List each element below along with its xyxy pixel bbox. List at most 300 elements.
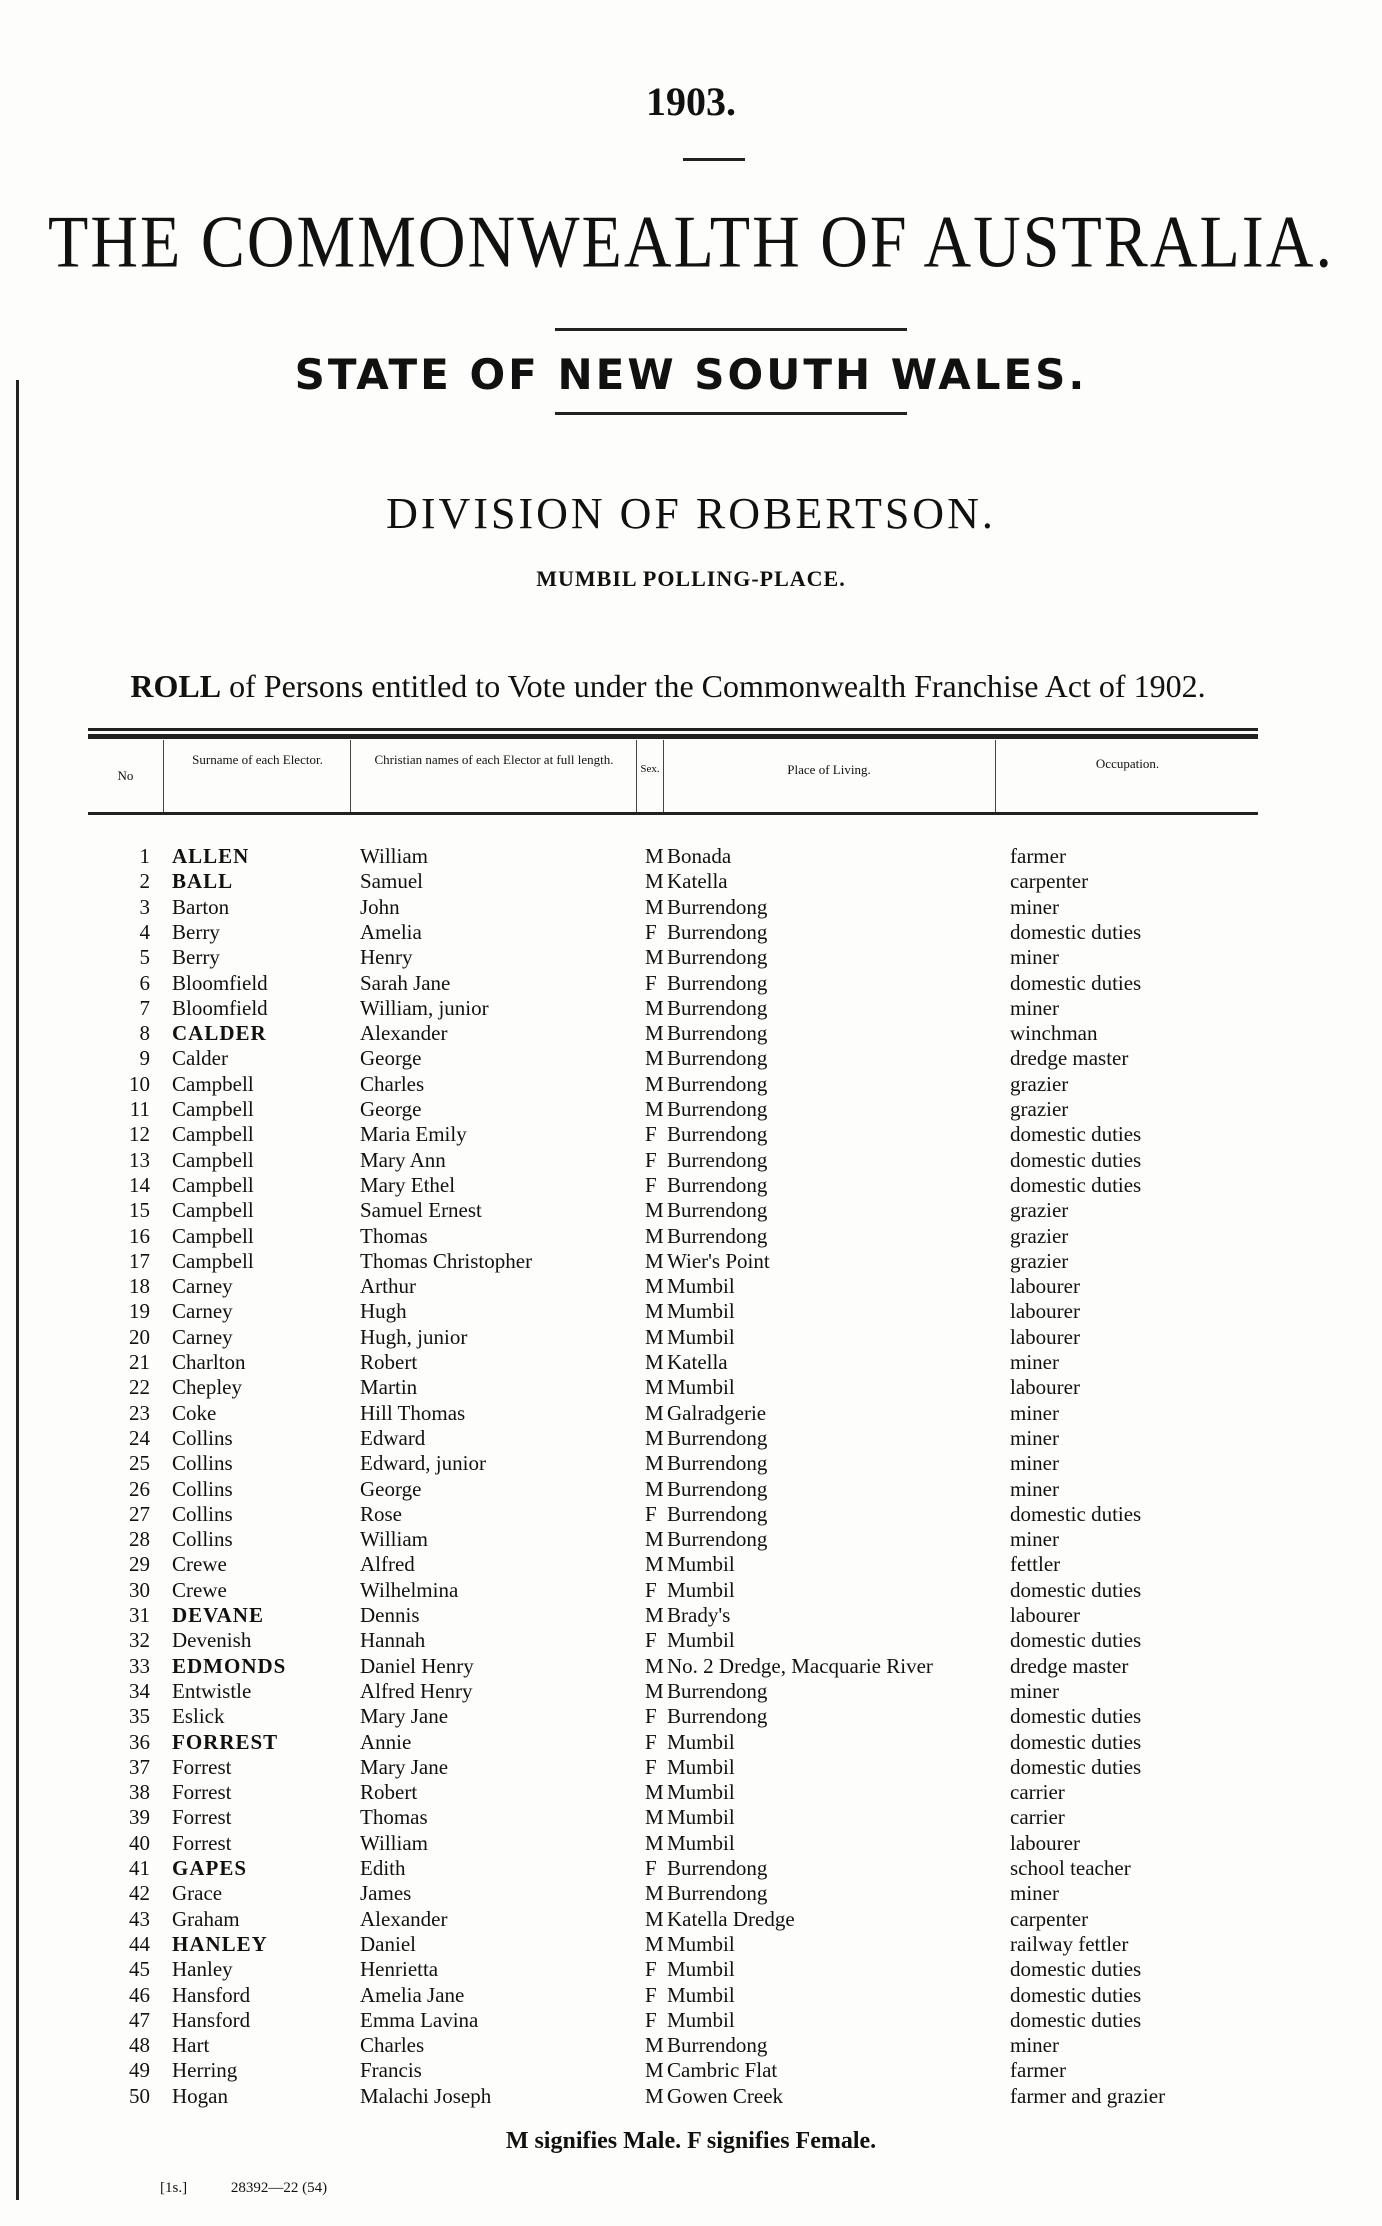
row-surname: Campbell <box>172 1071 254 1096</box>
table-row <box>0 1654 1382 1679</box>
row-surname: Forrest <box>172 1830 232 1855</box>
row-occupation: farmer <box>1010 2058 1066 2083</box>
row-place: Mumbil <box>667 1830 735 1855</box>
table-row <box>0 2033 1382 2058</box>
row-occupation: domestic duties <box>1010 1982 1142 2007</box>
row-occupation: school teacher <box>1010 1856 1131 1880</box>
row-place: Burrendong <box>667 1223 768 1248</box>
row-place: Burrendong <box>667 1425 768 1450</box>
row-number: 2 <box>139 869 150 894</box>
table-row <box>0 945 1382 970</box>
row-occupation: domestic duties <box>1010 1147 1142 1172</box>
row-sex: M <box>645 995 664 1020</box>
row-surname: Bloomfield <box>172 970 268 995</box>
row-surname: Collins <box>172 1476 233 1501</box>
row-occupation: grazier <box>1010 1071 1069 1096</box>
row-surname: GAPES <box>172 1856 248 1880</box>
row-occupation: domestic duties <box>1010 1122 1142 1147</box>
row-place: Burrendong <box>667 1097 768 1121</box>
row-surname: Forrest <box>172 1805 232 1830</box>
row-occupation: miner <box>1010 1527 1059 1552</box>
table-row <box>0 1603 1382 1628</box>
row-sex: F <box>645 1754 657 1779</box>
row-sex: M <box>645 869 664 894</box>
row-surname: Hart <box>172 2033 210 2058</box>
table-row <box>0 1552 1382 1577</box>
row-christian-names: Robert <box>360 1780 418 1805</box>
row-sex: F <box>645 1856 657 1880</box>
table-row <box>0 1805 1382 1830</box>
table-row <box>0 1274 1382 1299</box>
row-christian-names: Malachi Joseph <box>360 2083 492 2108</box>
roll-title <box>88 668 1248 705</box>
row-sex: M <box>645 1881 664 1906</box>
row-sex: F <box>645 1122 657 1147</box>
row-sex: M <box>645 2058 664 2083</box>
row-christian-names: Wilhelmina <box>360 1577 459 1602</box>
row-surname: Campbell <box>172 1198 254 1223</box>
row-number: 6 <box>139 970 150 995</box>
row-place: Mumbil <box>667 2007 735 2032</box>
row-christian-names: Samuel <box>360 869 423 894</box>
polling-place-heading: MUMBIL POLLING-PLACE. <box>536 566 846 591</box>
table-row <box>0 1249 1382 1274</box>
table-row <box>0 996 1382 1021</box>
row-place: Burrendong <box>667 1198 768 1223</box>
row-christian-names: Edith <box>360 1856 406 1880</box>
row-surname: Collins <box>172 1501 233 1526</box>
row-sex: M <box>645 1805 664 1830</box>
row-occupation: miner <box>1010 1425 1059 1450</box>
row-occupation: miner <box>1010 894 1059 919</box>
division-heading: DIVISION OF ROBERTSON. <box>386 489 996 538</box>
row-number: 45 <box>129 1957 150 1982</box>
row-sex: M <box>645 1603 664 1627</box>
row-sex: M <box>645 1678 664 1703</box>
row-surname: Coke <box>172 1400 217 1425</box>
table-row <box>0 1401 1382 1426</box>
row-number: 25 <box>129 1451 150 1476</box>
table-row <box>0 1173 1382 1198</box>
row-surname: BALL <box>172 869 234 894</box>
row-sex: M <box>645 2083 664 2108</box>
header-no: No <box>117 768 134 783</box>
row-number: 4 <box>139 919 150 944</box>
row-place: Katella Dredge <box>667 1906 795 1931</box>
table-row <box>0 1932 1382 1957</box>
table-row <box>0 1072 1382 1097</box>
row-sex: F <box>645 1982 657 2007</box>
row-surname: Calder <box>172 1046 228 1071</box>
row-christian-names: Francis <box>360 2058 422 2083</box>
row-sex: M <box>645 1780 664 1805</box>
row-surname: Campbell <box>172 1248 254 1273</box>
row-number: 30 <box>129 1577 150 1602</box>
row-sex: M <box>645 1324 664 1349</box>
row-number: 44 <box>129 1931 150 1956</box>
row-place: Mumbil <box>667 1324 735 1349</box>
table-row <box>0 844 1382 869</box>
row-sex: M <box>645 1653 664 1678</box>
row-christian-names: Rose <box>360 1501 402 1526</box>
row-sex: M <box>645 1931 664 1956</box>
column-separator <box>995 740 996 812</box>
row-occupation: grazier <box>1010 1198 1069 1223</box>
row-number: 40 <box>129 1830 150 1855</box>
table-row <box>0 1046 1382 1071</box>
row-sex: M <box>645 1021 664 1046</box>
row-number: 43 <box>129 1906 150 1931</box>
table-row <box>0 895 1382 920</box>
row-occupation: grazier <box>1010 1248 1069 1273</box>
row-place: Burrendong <box>667 1704 768 1729</box>
header-occupation: Occupation. <box>1095 756 1160 771</box>
table-row <box>0 1755 1382 1780</box>
row-place: Mumbil <box>667 1805 735 1830</box>
row-number: 32 <box>129 1628 150 1653</box>
row-occupation: miner <box>1010 1400 1059 1425</box>
row-sex: M <box>645 1198 664 1223</box>
table-row <box>0 1224 1382 1249</box>
row-sex: F <box>645 1729 657 1754</box>
row-place: Galradgerie <box>667 1400 767 1425</box>
column-separator <box>663 740 664 812</box>
table-row <box>0 1325 1382 1350</box>
row-christian-names: Mary Ethel <box>360 1172 456 1197</box>
table-row <box>0 1881 1382 1906</box>
table-row <box>0 1679 1382 1704</box>
row-christian-names: William <box>360 844 428 868</box>
row-surname: Grace <box>172 1881 223 1906</box>
table-row <box>0 1780 1382 1805</box>
row-occupation: miner <box>1010 1350 1059 1374</box>
row-number: 39 <box>129 1805 150 1830</box>
row-sex: F <box>645 919 657 944</box>
state-heading: STATE OF NEW SOUTH WALES. <box>294 350 1088 399</box>
row-place: Burrendong <box>667 1678 768 1703</box>
row-number: 22 <box>129 1375 150 1400</box>
row-occupation: carpenter <box>1010 1906 1089 1931</box>
row-number: 12 <box>129 1122 150 1147</box>
row-place: Mumbil <box>667 1577 735 1602</box>
header-christian-names: Christian names of each Elector at full length. <box>374 752 614 767</box>
row-number: 14 <box>129 1172 150 1197</box>
row-sex: F <box>645 970 657 995</box>
row-surname: Hanley <box>172 1957 233 1982</box>
table-row <box>0 1831 1382 1856</box>
row-place: Burrendong <box>667 894 768 919</box>
row-christian-names: Charles <box>360 2033 425 2058</box>
row-occupation: labourer <box>1010 1603 1080 1627</box>
row-surname: Campbell <box>172 1223 254 1248</box>
row-number: 35 <box>129 1704 150 1729</box>
row-christian-names: William <box>360 1527 428 1552</box>
row-place: Burrendong <box>667 1451 768 1476</box>
row-occupation: labourer <box>1010 1830 1080 1855</box>
row-surname: Carney <box>172 1274 233 1299</box>
row-surname: Chepley <box>172 1375 242 1400</box>
row-place: Mumbil <box>667 1299 735 1324</box>
table-row <box>0 1477 1382 1502</box>
row-number: 48 <box>129 2033 150 2058</box>
row-surname: EDMONDS <box>172 1653 287 1678</box>
row-occupation: labourer <box>1010 1274 1080 1299</box>
table-row <box>0 869 1382 894</box>
row-surname: Herring <box>172 2058 238 2083</box>
header-place: Place of Living. <box>787 762 871 777</box>
row-number: 24 <box>129 1425 150 1450</box>
row-number: 33 <box>129 1653 150 1678</box>
row-surname: Graham <box>172 1906 240 1931</box>
row-occupation: grazier <box>1010 1097 1069 1121</box>
table-row <box>0 1350 1382 1375</box>
row-christian-names: Arthur <box>360 1274 416 1299</box>
row-sex: M <box>645 1223 664 1248</box>
row-christian-names: Martin <box>360 1375 418 1400</box>
row-christian-names: Charles <box>360 1071 425 1096</box>
row-number: 8 <box>139 1021 150 1046</box>
row-surname: ALLEN <box>172 844 250 868</box>
table-top-rule <box>88 728 1258 731</box>
row-sex: F <box>645 1704 657 1729</box>
row-christian-names: Alfred <box>360 1552 415 1577</box>
row-place: Burrendong <box>667 1172 768 1197</box>
table-header-bottom-rule <box>88 812 1258 815</box>
row-sex: M <box>645 945 664 970</box>
header-surname: Surname of each Elector. <box>192 752 323 767</box>
row-place: Burrendong <box>667 995 768 1020</box>
row-place: Mumbil <box>667 1931 735 1956</box>
row-surname: Campbell <box>172 1122 254 1147</box>
row-occupation: domestic duties <box>1010 1704 1142 1729</box>
row-surname: Eslick <box>172 1704 225 1729</box>
row-christian-names: Robert <box>360 1350 418 1374</box>
row-occupation: domestic duties <box>1010 1754 1142 1779</box>
row-surname: Campbell <box>172 1097 254 1121</box>
row-surname: Crewe <box>172 1552 227 1577</box>
row-surname: Barton <box>172 894 230 919</box>
row-surname: CALDER <box>172 1021 267 1046</box>
row-number: 3 <box>139 894 150 919</box>
row-number: 23 <box>129 1400 150 1425</box>
table-row <box>0 1426 1382 1451</box>
print-reference-right: 28392—22 (54) <box>230 2180 328 2196</box>
table-row <box>0 1704 1382 1729</box>
row-place: Burrendong <box>667 1046 768 1071</box>
table-row <box>0 1122 1382 1147</box>
year-underline <box>683 158 745 161</box>
row-place: Mumbil <box>667 1552 735 1577</box>
row-occupation: labourer <box>1010 1299 1080 1324</box>
row-occupation: domestic duties <box>1010 1628 1142 1653</box>
row-christian-names: Emma Lavina <box>360 2007 479 2032</box>
row-sex: M <box>645 1375 664 1400</box>
table-row <box>0 1578 1382 1603</box>
row-christian-names: George <box>360 1476 422 1501</box>
row-sex: F <box>645 1957 657 1982</box>
table-row <box>0 1628 1382 1653</box>
row-occupation: miner <box>1010 1881 1059 1906</box>
row-sex: M <box>645 1248 664 1273</box>
row-christian-names: Henry <box>360 945 413 970</box>
row-christian-names: Alexander <box>360 1021 448 1046</box>
row-number: 29 <box>129 1552 150 1577</box>
row-sex: F <box>645 1577 657 1602</box>
row-christian-names: Thomas <box>360 1805 428 1830</box>
row-christian-names: Edward <box>360 1425 426 1450</box>
row-number: 10 <box>129 1071 150 1096</box>
row-sex: M <box>645 1071 664 1096</box>
state-rule-top <box>555 328 907 331</box>
row-number: 49 <box>129 2058 150 2083</box>
row-christian-names: Dennis <box>360 1603 420 1627</box>
row-christian-names: William, junior <box>360 995 489 1020</box>
row-place: Brady's <box>667 1603 731 1627</box>
row-number: 36 <box>129 1729 150 1754</box>
row-place: Burrendong <box>667 919 768 944</box>
print-reference-left: [1s.] <box>160 2180 188 2196</box>
row-number: 19 <box>129 1299 150 1324</box>
table-row <box>0 2058 1382 2083</box>
row-sex: M <box>645 1476 664 1501</box>
row-christian-names: Alfred Henry <box>360 1678 473 1703</box>
row-sex: M <box>645 1097 664 1121</box>
row-christian-names: Mary Ann <box>360 1147 446 1172</box>
row-sex: M <box>645 1451 664 1476</box>
row-occupation: miner <box>1010 995 1059 1020</box>
row-place: Burrendong <box>667 1856 768 1880</box>
row-number: 27 <box>129 1501 150 1526</box>
row-surname: Devenish <box>172 1628 252 1653</box>
row-christian-names: Daniel <box>360 1931 416 1956</box>
row-surname: DEVANE <box>172 1603 264 1627</box>
table-row <box>0 2084 1382 2109</box>
row-number: 17 <box>129 1248 150 1273</box>
header-sex: Sex. <box>640 763 660 775</box>
table-row <box>0 1502 1382 1527</box>
row-place: Mumbil <box>667 1957 735 1982</box>
row-sex: F <box>645 1628 657 1653</box>
row-place: Katella <box>667 869 728 894</box>
row-number: 47 <box>129 2007 150 2032</box>
row-occupation: labourer <box>1010 1324 1080 1349</box>
row-sex: F <box>645 1501 657 1526</box>
row-christian-names: Maria Emily <box>360 1122 467 1147</box>
row-christian-names: George <box>360 1046 422 1071</box>
row-occupation: grazier <box>1010 1223 1069 1248</box>
table-row <box>0 1097 1382 1122</box>
table-row <box>0 1375 1382 1400</box>
row-number: 18 <box>129 1274 150 1299</box>
row-surname: Forrest <box>172 1780 232 1805</box>
row-place: Mumbil <box>667 1754 735 1779</box>
row-occupation: domestic duties <box>1010 1501 1142 1526</box>
row-place: Burrendong <box>667 945 768 970</box>
row-occupation: winchman <box>1010 1021 1098 1046</box>
row-surname: Hansford <box>172 1982 251 2007</box>
row-occupation: carrier <box>1010 1805 1065 1830</box>
row-occupation: miner <box>1010 1476 1059 1501</box>
table-row <box>0 1983 1382 2008</box>
row-place: Mumbil <box>667 1628 735 1653</box>
row-place: Burrendong <box>667 1147 768 1172</box>
row-number: 41 <box>129 1856 150 1880</box>
row-occupation: miner <box>1010 945 1059 970</box>
row-place: Wier's Point <box>667 1248 770 1273</box>
row-place: Burrendong <box>667 1527 768 1552</box>
row-sex: M <box>645 1552 664 1577</box>
row-sex: M <box>645 844 664 868</box>
row-number: 46 <box>129 1982 150 2007</box>
row-sex: M <box>645 1299 664 1324</box>
row-number: 20 <box>129 1324 150 1349</box>
row-place: Katella <box>667 1350 728 1374</box>
row-number: 7 <box>139 995 150 1020</box>
row-sex: F <box>645 2007 657 2032</box>
row-surname: Hansford <box>172 2007 251 2032</box>
row-christian-names: Hugh <box>360 1299 407 1324</box>
row-number: 1 <box>139 844 150 868</box>
row-occupation: farmer and grazier <box>1010 2083 1166 2108</box>
row-surname: Charlton <box>172 1350 246 1374</box>
row-sex: M <box>645 1400 664 1425</box>
row-number: 11 <box>129 1097 150 1121</box>
row-surname: Berry <box>172 945 220 970</box>
row-christian-names: John <box>360 894 400 919</box>
row-christian-names: James <box>360 1881 412 1906</box>
row-place: Burrendong <box>667 2033 768 2058</box>
print-reference <box>160 2180 327 2197</box>
table-top-rule-thick <box>88 734 1258 739</box>
row-occupation: domestic duties <box>1010 1957 1142 1982</box>
row-place: Burrendong <box>667 970 768 995</box>
row-christian-names: Henrietta <box>360 1957 439 1982</box>
row-surname: Campbell <box>172 1147 254 1172</box>
row-occupation: carrier <box>1010 1780 1065 1805</box>
year-heading: 1903. <box>646 79 736 124</box>
row-number: 16 <box>129 1223 150 1248</box>
row-christian-names: Thomas <box>360 1223 428 1248</box>
table-row <box>0 1299 1382 1324</box>
row-occupation: miner <box>1010 2033 1059 2058</box>
row-number: 13 <box>129 1147 150 1172</box>
row-place: Burrendong <box>667 1881 768 1906</box>
row-sex: M <box>645 894 664 919</box>
row-sex: M <box>645 1830 664 1855</box>
row-place: Mumbil <box>667 1982 735 2007</box>
row-christian-names: Sarah Jane <box>360 970 451 995</box>
row-place: Mumbil <box>667 1729 735 1754</box>
row-number: 34 <box>129 1678 150 1703</box>
sex-legend: M signifies Male. F signifies Female. <box>505 2128 877 2154</box>
row-sex: M <box>645 1274 664 1299</box>
row-surname: Forrest <box>172 1754 232 1779</box>
row-christian-names: Hannah <box>360 1628 426 1653</box>
row-place: Burrendong <box>667 1501 768 1526</box>
row-christian-names: William <box>360 1830 428 1855</box>
column-separator <box>163 740 164 812</box>
row-number: 28 <box>129 1527 150 1552</box>
roll-title-lead: ROLL <box>130 668 222 704</box>
row-christian-names: Hugh, junior <box>360 1324 468 1349</box>
row-surname: Collins <box>172 1451 233 1476</box>
table-row <box>0 971 1382 996</box>
row-christian-names: George <box>360 1097 422 1121</box>
row-sex: F <box>645 1172 657 1197</box>
row-occupation: carpenter <box>1010 869 1089 894</box>
row-surname: Crewe <box>172 1577 227 1602</box>
row-number: 21 <box>129 1350 150 1374</box>
